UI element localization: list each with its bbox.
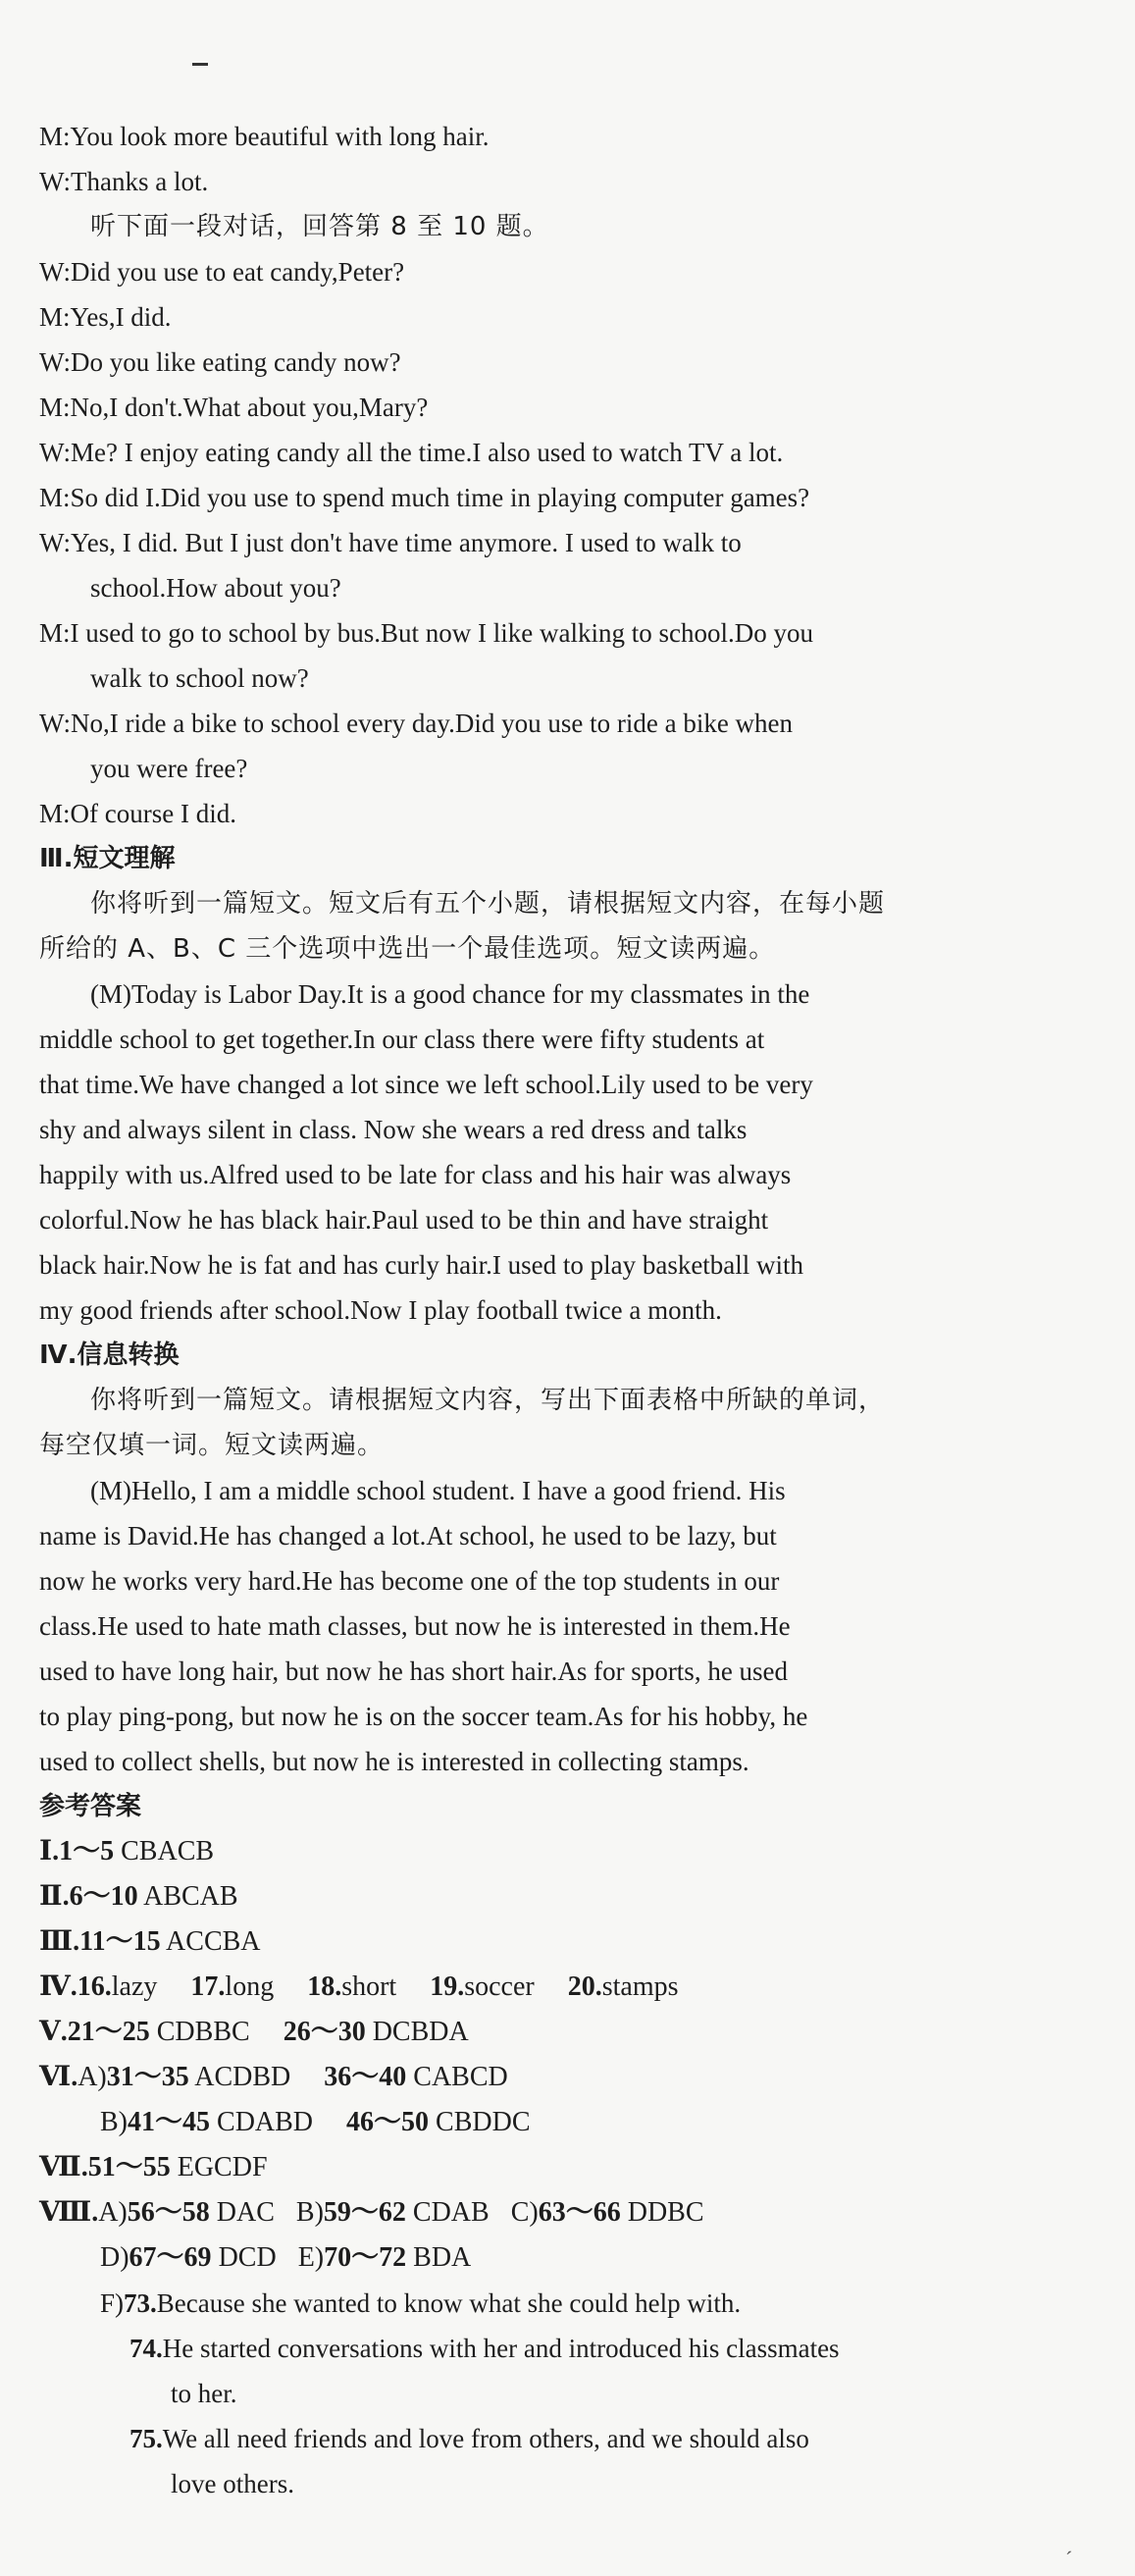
section-iii-instruction: 你将听到一篇短文。短文后有五个小题，请根据短文内容，在每小题 [90,889,886,919]
dialog-line: M:Yes,I did. [39,302,172,332]
passage-line: used to collect shells, but now he is interested in collecting stamps. [39,1747,749,1776]
dialog-continuation: you were free? [90,754,248,783]
passage-line: (M)Today is Labor Day.It is a good chance for my classmates in the [90,979,810,1009]
answer-row-75: 75.We all need friends and love from others, and we should also [129,2424,809,2453]
instruction-q8-10: 听下面一段对话，回答第 8 至 10 题。 [90,212,549,241]
dialog-line: M:No,I don't.What about you,Mary? [39,393,429,422]
dialog-line: M:I used to go to school by bus.But now I like walking to school.Do you [39,618,813,648]
passage-line: (M)Hello, I am a middle school student. I have a good friend. His [90,1476,786,1505]
answer-row-75-cont: love others. [171,2469,294,2498]
answer-row-vi: Ⅵ.A)31～35 ACDBD 36～40 CABCD [39,2062,508,2092]
dialog-line: M:Of course I did. [39,799,236,828]
dialog-line: M:So did I.Did you use to spend much time in playing computer games? [39,483,810,512]
passage-line: to play ping-pong, but now he is on the soccer team.As for his hobby, he [39,1702,808,1731]
answer-row-vi-b: B)41～45 CDABD 46～50 CBDDC [100,2107,531,2137]
page-content [39,114,1069,2506]
passage-line: my good friends after school.Now I play football twice a month. [39,1295,722,1325]
section-iii-instruction: 所给的 A、B、C 三个选项中选出一个最佳选项。短文读两遍。 [39,934,776,964]
passage-line: colorful.Now he has black hair.Paul used to be thin and have straight [39,1205,769,1235]
passage-line: black hair.Now he is fat and has curly hair.I used to play basketball with [39,1250,804,1280]
dialog-line: M:You look more beautiful with long hair. [39,122,490,151]
passage-line: shy and always silent in class. Now she wears a red dress and talks [39,1115,748,1144]
corner-mark: ˊ [1065,2547,1073,2571]
passage-line: that time.We have changed a lot since we left school.Lily used to be very [39,1070,813,1099]
section-iv-instruction: 每空仅填一词。短文读两遍。 [39,1431,385,1460]
answer-row-vii: Ⅶ.51～55 EGCDF [39,2152,268,2182]
passage-line: name is David.He has changed a lot.At school, he used to be lazy, but [39,1521,777,1551]
dialog-line: W:No,I ride a bike to school every day.Did you use to ride a bike when [39,709,794,738]
dialog-line: W:Did you use to eat candy,Peter? [39,257,405,287]
answer-row-iii: Ⅲ.11～15 ACCBA [39,1926,261,1957]
section-heading-iv: Ⅳ.信息转换 [39,1341,180,1370]
passage-line: middle school to get together.In our class there were fifty students at [39,1025,765,1054]
answer-row-viii: Ⅷ.A)56～58 DAC B)59～62 CDAB C)63～66 DDBC [39,2197,704,2228]
passage-line: class.He used to hate math classes, but now he is interested in them.He [39,1611,791,1641]
dialog-continuation: school.How about you? [90,573,341,603]
passage-line: used to have long hair, but now he has short hair.As for sports, he used [39,1656,789,1686]
dialog-continuation: walk to school now? [90,663,309,693]
dialog-line: W:Me? I enjoy eating candy all the time.I also used to watch TV a lot. [39,438,784,467]
answer-row-iv: Ⅳ.16.lazy 17.long 18.short 19.soccer 20.stamps [39,1971,679,2002]
dialog-line: W:Yes, I did. But I just don't have time anymore. I used to walk to [39,528,742,557]
answer-row-73: F)73.Because she wanted to know what she could help with. [100,2288,742,2318]
answer-row-74-cont: to her. [171,2379,237,2408]
passage-line: now he works very hard.He has become one of the top students in our [39,1566,780,1596]
section-heading-iii: Ⅲ.短文理解 [39,844,176,873]
dialog-line: W:Thanks a lot. [39,167,209,196]
dialog-line: W:Do you like eating candy now? [39,347,401,377]
answer-row-74: 74.He started conversations with her and introduced his classmates [129,2334,840,2363]
top-dash-mark [192,63,208,66]
answer-row-i: Ⅰ.1～5 CBACB [39,1836,215,1866]
passage-line: happily with us.Alfred used to be late for class and his hair was always [39,1160,792,1189]
section-iv-instruction: 你将听到一篇短文。请根据短文内容，写出下面表格中所缺的单词， [90,1386,886,1415]
answer-row-ii: Ⅱ.6～10 ABCAB [39,1881,238,1912]
answer-row-v: Ⅴ.21～25 CDBBC 26～30 DCBDA [39,2017,469,2047]
answer-row-viii-de: D)67～69 DCD E)70～72 BDA [100,2242,472,2273]
answers-heading: 参考答案 [39,1792,142,1821]
